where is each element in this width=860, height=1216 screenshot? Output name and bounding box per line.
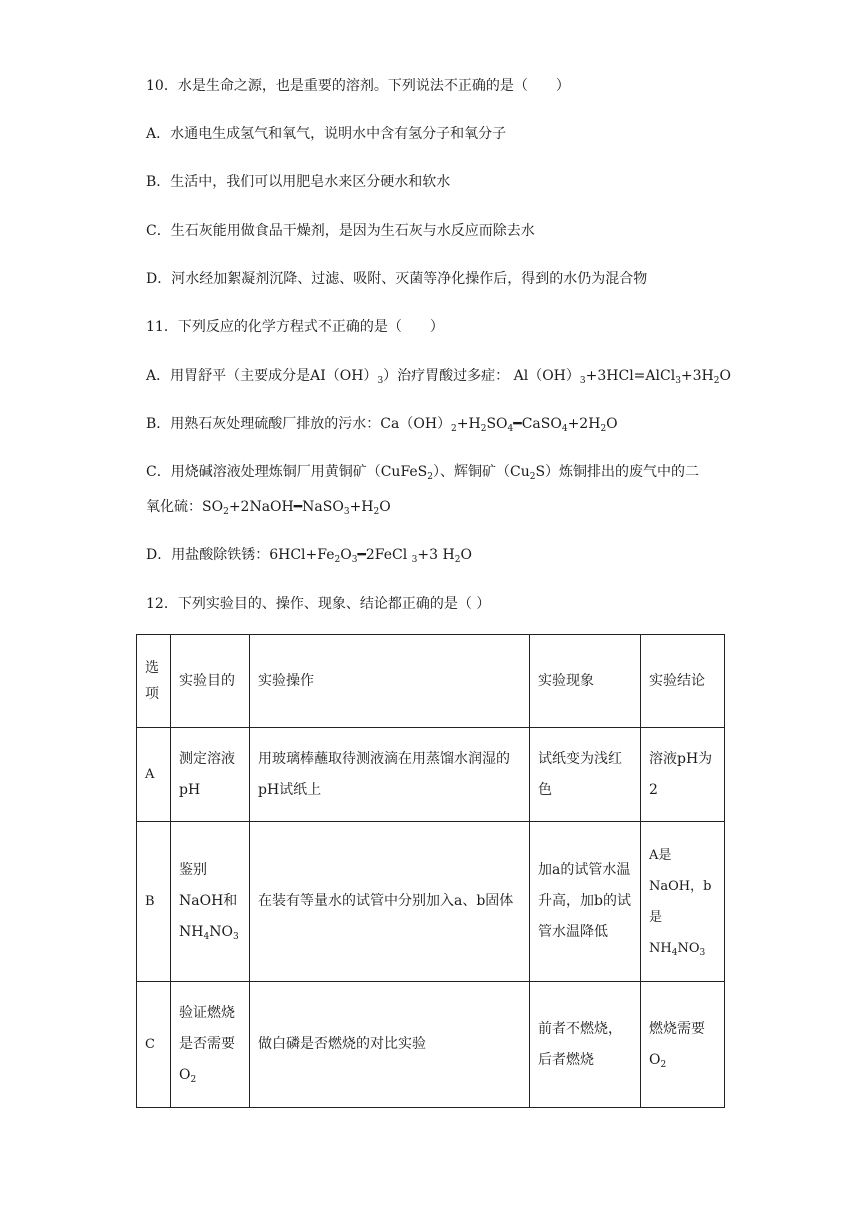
table-row [137,728,725,822]
text: +3H [680,368,714,384]
subscript: 2 [600,424,607,434]
question-12-stem: 12．下列实验目的、操作、现象、结论都正确的是（ ） [146,596,491,612]
text: NO [209,924,233,940]
question-11-option-c-line2 [146,497,391,517]
text: +H [456,416,481,432]
question-11-option-a [146,366,731,386]
text: D．用盐酸除铁锈：6HCl+Fe [146,547,335,563]
header-option: 选项 [137,635,171,728]
text: +H [349,499,374,515]
subscript: 4 [561,424,568,434]
text: b是NH [649,878,712,956]
subscript: 2 [223,507,229,517]
row-conclusion [641,982,725,1108]
text: +3 H [417,547,455,563]
subscript: 4 [203,932,210,942]
text: B．用熟石灰处理硫酸厂排放的污水：Ca（OH） [146,416,452,432]
subscript: 3 [377,376,384,386]
header-operation: 实验操作 [250,635,530,728]
text: 鉴别NaOH [179,862,224,909]
subscript: 3 [675,376,681,386]
row-purpose: 测定溶液pH [171,728,250,822]
text: A．用胃舒平（主要成分是AI（OH） [146,368,378,384]
row-option: A [137,728,171,822]
text: O [606,416,618,432]
text: S）炼铜排出的废气中的二 [535,464,700,480]
subscript: 2 [427,472,433,482]
subscript: 4 [671,947,678,958]
row-conclusion: 溶液pH为2 [641,728,725,822]
subscript: 2 [334,555,341,565]
row-operation: 用玻璃棒蘸取待测液滴在用蒸馏水润湿的pH试纸上 [250,728,530,822]
experiment-table [136,634,725,1108]
table-header-row [137,635,725,728]
text: ）、辉铜矿（Cu [433,464,530,480]
text: C．用烧碱溶液处理炼铜厂用黄铜矿（CuFeS [146,464,428,480]
row-conclusion [641,822,725,982]
text: 验证燃烧是否需要 [179,1005,235,1052]
subscript: 3 [343,507,350,517]
row-option: B [137,822,171,982]
subscript: 2 [373,507,380,517]
question-11-option-b [146,414,618,434]
subscript: 2 [451,424,457,434]
subscript: 3 [699,947,706,958]
text: +2H [567,416,601,432]
subscript: 3 [411,555,418,565]
row-phenomenon: 加a的试管水温升高，加b的试管水温降低 [530,822,641,982]
text: ）治疗胃酸过多症： Al（OH） [383,368,580,384]
question-11-option-d [146,545,472,565]
question-10-option-a: A．水通电生成氢气和氧气，说明水中含有氢分子和氧分子 [146,126,507,142]
text: O [649,1051,661,1068]
text: O [719,368,731,384]
table-row [137,982,725,1108]
text: 和NH [179,893,238,940]
text: O [340,547,352,563]
text: NO [677,940,700,956]
question-11-option-c-line1 [146,462,699,482]
question-10-option-c: C．生石灰能用做食品干燥剂，是因为生石灰与水反应而除去水 [146,223,535,239]
table-row [137,822,725,982]
row-option: C [137,982,171,1108]
header-phenomenon: 实验现象 [530,635,641,728]
question-10-option-d: D．河水经加絮凝剂沉降、过滤、吸附、灭菌等净化操作后，得到的水仍为混合物 [146,271,648,287]
text: 氧化硫：SO [146,499,224,515]
header-purpose: 实验目的 [171,635,250,728]
subscript: 2 [190,1075,197,1085]
text: +2NaOH━NaSO [228,499,344,515]
row-phenomenon: 前者不燃烧，后者燃烧 [530,982,641,1108]
subscript: 2 [713,376,720,386]
subscript: 3 [232,932,239,942]
header-conclusion: 实验结论 [641,635,725,728]
row-purpose [171,822,250,982]
subscript: 4 [507,424,514,434]
row-purpose [171,982,250,1108]
row-phenomenon: 试纸变为浅红色 [530,728,641,822]
text: O [179,1067,191,1083]
subscript: 2 [660,1059,667,1070]
subscript: 3 [579,376,586,386]
subscript: 3 [351,555,358,565]
text: O [460,547,472,563]
text: ━CaSO [513,416,562,432]
question-10-option-b: B．生活中，我们可以用肥皂水来区分硬水和软水 [146,174,451,190]
subscript: 2 [480,424,487,434]
row-operation: 做白磷是否燃烧的对比实验 [250,982,530,1108]
row-operation: 在装有等量水的试管中分别加入a、b固体 [250,822,530,982]
text: SO [486,416,508,432]
subscript: 2 [454,555,461,565]
text: O [379,499,391,515]
subscript: 2 [529,472,536,482]
text: +3HCl=AlCl [585,368,676,384]
question-10-stem: 10．水是生命之源，也是重要的溶剂。下列说法不正确的是（ ） [146,78,570,94]
text: ━2FeCl [357,547,412,563]
question-11-stem: 11．下列反应的化学方程式不正确的是（ ） [146,319,444,335]
text: A是NaOH， [649,847,704,894]
text: 燃烧需要 [649,1020,705,1037]
